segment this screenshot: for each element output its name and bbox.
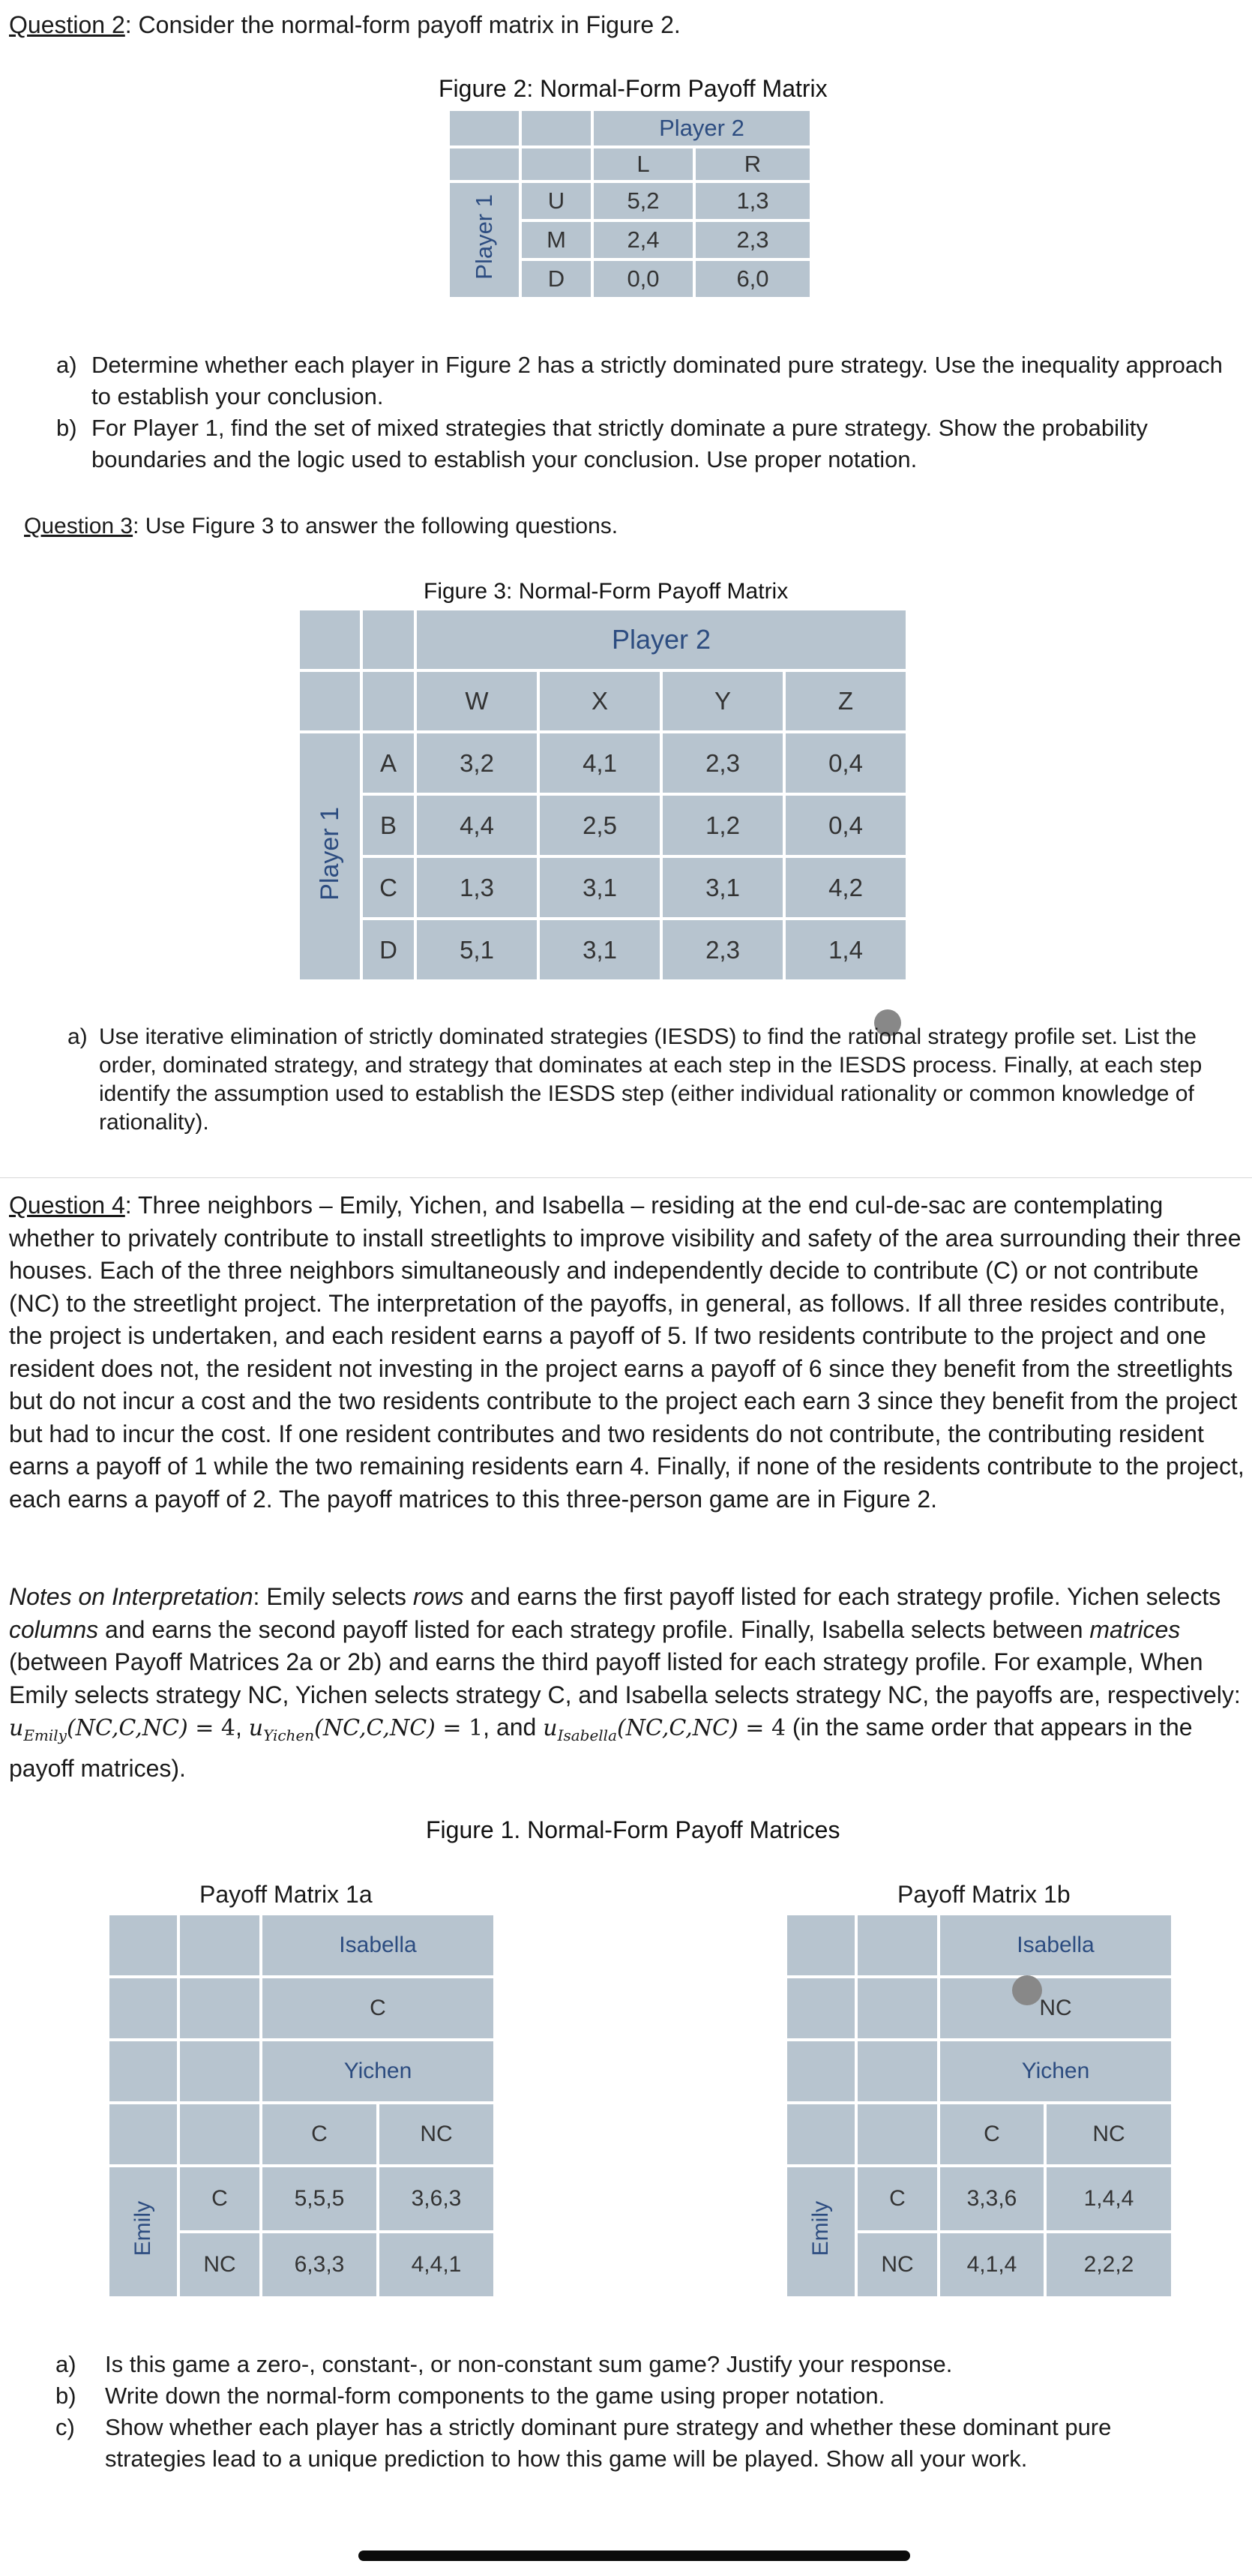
payoff-cell: 3,3,6	[940, 2167, 1044, 2230]
col-player-label: Player 2	[417, 610, 906, 669]
row-player-label: Player 1	[471, 194, 497, 280]
payoff-cell: 2,3	[663, 920, 783, 979]
col-header: X	[540, 672, 660, 730]
payoff-cell: 2,5	[540, 796, 660, 855]
payoff-cell: 3,1	[540, 920, 660, 979]
payoff-cell: 2,3	[696, 222, 810, 258]
payoff-cell: 5,1	[417, 920, 537, 979]
payoff-cell: 4,1,4	[940, 2233, 1044, 2296]
list-item: a) Is this game a zero-, constant-, or non-constant sum game? Justify your response.	[55, 2351, 953, 2377]
row-player-label: Emily	[130, 2201, 155, 2257]
row-header: D	[522, 261, 591, 297]
q4-text: : Three neighbors – Emily, Yichen, and Isabella – residing at the end cul-de-sac are contemplating whether to privately contribute to install streetlights to improve visibility and safety of the area surrounding their three houses. Each of the three neighbors simultaneously and independently decide to contribute (C) or not contribute (NC) to the streetlight project. The interpretation of the payoffs, in general, as follows. If all three resides contribute, the project is undertaken, and each resident earns a payoff of 5. If two residents contribute to the project and one resident does not, the resident not investing in the project earns a payoff of 6 since they benefit from the streetlights but do not incur a cost and the two residents contribute to the project each earn 3 since they benefit from the project but had to incur the cost. If one resident contributes and two residents do not contribute, the contributing resident earns a payoff of 1 while the two remaining residents earn 4. Finally, if none of the residents contribute to the project, each earns a payoff of 2. The payoff matrices to this three-person game are in Figure 2.	[9, 1192, 1245, 1513]
utility-emily: $u_{Emily}(NC,C,NC) = 4$	[9, 1715, 235, 1744]
page-divider	[0, 1177, 1252, 1178]
row-player-cell	[300, 733, 360, 979]
list-item: c) Show whether each player has a strictly dominant pure strategy and whether these dominant pure strategies lead to a unique prediction to how this game will be played. Show all your work.	[55, 2414, 1112, 2472]
q3-label: Question 3	[24, 514, 133, 538]
row-header: D	[363, 920, 414, 979]
col-header: L	[594, 148, 693, 180]
col-header: C	[940, 2104, 1044, 2164]
payoff-cell: 1,4	[786, 920, 906, 979]
row-header: C	[858, 2167, 937, 2230]
q4-prompt	[9, 1189, 1246, 1516]
q2-text: : Consider the normal-form payoff matrix in Figure 2.	[124, 11, 681, 38]
q4-parts	[9, 2349, 1216, 2475]
q2-label: Question 2	[9, 11, 125, 38]
payoff-cell: 1,4,4	[1047, 2167, 1171, 2230]
payoff-cell: 6,3,3	[262, 2233, 376, 2296]
payoff-cell: 3,1	[540, 858, 660, 917]
payoff-cell: 2,3	[663, 733, 783, 793]
col-header: R	[696, 148, 810, 180]
payoff-cell: 3,6,3	[379, 2167, 493, 2230]
payoff-cell: 4,4	[417, 796, 537, 855]
payoff-cell: 3,1	[663, 858, 783, 917]
q4-notes: Notes on Interpretation: Emily selects rows and earns the first payoff listed for each strategy profile. Yichen selects columns and earns the second payoff listed for each strategy profile. Finally, Isabella selects between matrices (between Payoff Matrices 2a or 2b) and earns the third payoff listed for each strategy profile. For example, When Emily selects strategy NC, Yichen selects strategy C, and Isabella selects strategy NC, the payoffs are, respectively: $u_{Emily}(NC,C,NC) = 4$, $u_{Yichen}(NC,C,NC) = 1$, and $u_{Isabella}(NC,C,NC) = 4$ (in the same order that appears in the payoff matrices).	[9, 1583, 1241, 1782]
col-player-label: Player 2	[594, 111, 810, 145]
figure-2-title: Figure 2: Normal-Form Payoff Matrix	[439, 75, 828, 102]
matrix-1b-title: Payoff Matrix 1b	[897, 1881, 1071, 1908]
col-player-label: Yichen	[940, 2041, 1171, 2101]
row-player-label: Emily	[808, 2201, 833, 2257]
touch-indicator	[1012, 1975, 1042, 2005]
payoff-cell: 4,4,1	[379, 2233, 493, 2296]
third-player-label: Isabella	[262, 1915, 493, 1975]
payoff-cell: 2,4	[594, 222, 693, 258]
row-player-cell	[787, 2167, 855, 2296]
payoff-cell: 5,2	[594, 183, 693, 219]
col-header: NC	[1047, 2104, 1171, 2164]
figure-3-title: Figure 3: Normal-Form Payoff Matrix	[424, 579, 789, 604]
col-header: Y	[663, 672, 783, 730]
payoff-cell: 5,5,5	[262, 2167, 376, 2230]
payoff-cell: 0,4	[786, 733, 906, 793]
row-header: U	[522, 183, 591, 219]
row-header: A	[363, 733, 414, 793]
payoff-cell: 2,2,2	[1047, 2233, 1171, 2296]
row-header: C	[363, 858, 414, 917]
payoff-cell: 3,2	[417, 733, 537, 793]
list-item: b) Write down the normal-form components to the game using proper notation.	[55, 2383, 885, 2409]
matrix-1b	[784, 1912, 1174, 2299]
matrix-1a	[106, 1912, 496, 2299]
payoff-cell: 0,4	[786, 796, 906, 855]
payoff-cell: 6,0	[696, 261, 810, 297]
payoff-cell: 1,3	[417, 858, 537, 917]
q3-text: : Use Figure 3 to answer the following questions.	[133, 514, 619, 538]
row-header: NC	[180, 2233, 259, 2296]
home-indicator[interactable]	[358, 2551, 910, 2561]
payoff-cell: 4,1	[540, 733, 660, 793]
q3-parts	[16, 1023, 1209, 1137]
list-item: b) For Player 1, find the set of mixed strategies that strictly dominate a pure strategy. Show the probability boundaries and the logic used to establish your conclusion. Use proper notation.	[56, 415, 1148, 472]
q4-label: Question 4	[9, 1192, 125, 1219]
matrix-1a-title: Payoff Matrix 1a	[199, 1881, 373, 1908]
list-item: a) Use iterative elimination of strictly dominated strategies (IESDS) to find the rational strategy profile set. List the order, dominated strategy, and strategy that dominates at each step in the IESDS process. Finally, at each step identify the assumption used to establish the IESDS step (either individual rationality or common knowledge of rationality).	[67, 1024, 1203, 1135]
row-player-label: Player 1	[315, 806, 344, 901]
row-header: NC	[858, 2233, 937, 2296]
row-header: C	[180, 2167, 259, 2230]
payoff-cell: 1,3	[696, 183, 810, 219]
payoff-cell: 0,0	[594, 261, 693, 297]
figure-2-matrix	[447, 108, 813, 300]
list-item: a) Determine whether each player in Figure 2 has a strictly dominated pure strategy. Use the inequality approach to establish your conclusion.	[56, 352, 1223, 409]
col-header: Z	[786, 672, 906, 730]
col-player-label: Yichen	[262, 2041, 493, 2101]
utility-isabella: $u_{Isabella}(NC,C,NC) = 4$	[543, 1715, 786, 1744]
figure-3-matrix	[297, 607, 909, 982]
row-header: B	[363, 796, 414, 855]
figure-1-title: Figure 1. Normal-Form Payoff Matrices	[426, 1816, 840, 1843]
payoff-cell: 1,2	[663, 796, 783, 855]
utility-yichen: $u_{Yichen}(NC,C,NC) = 1$	[248, 1715, 484, 1744]
row-player-cell	[109, 2167, 177, 2296]
third-strategy-label: C	[262, 1978, 493, 2038]
row-header: M	[522, 222, 591, 258]
col-header: NC	[379, 2104, 493, 2164]
col-header: W	[417, 672, 537, 730]
q2-prompt	[9, 9, 681, 42]
col-header: C	[262, 2104, 376, 2164]
q3-prompt	[24, 511, 618, 541]
row-player-cell	[450, 183, 519, 297]
third-strategy-label: NC	[940, 1978, 1171, 2038]
q2-parts	[9, 349, 1224, 475]
payoff-cell: 4,2	[786, 858, 906, 917]
third-player-label: Isabella	[940, 1915, 1171, 1975]
